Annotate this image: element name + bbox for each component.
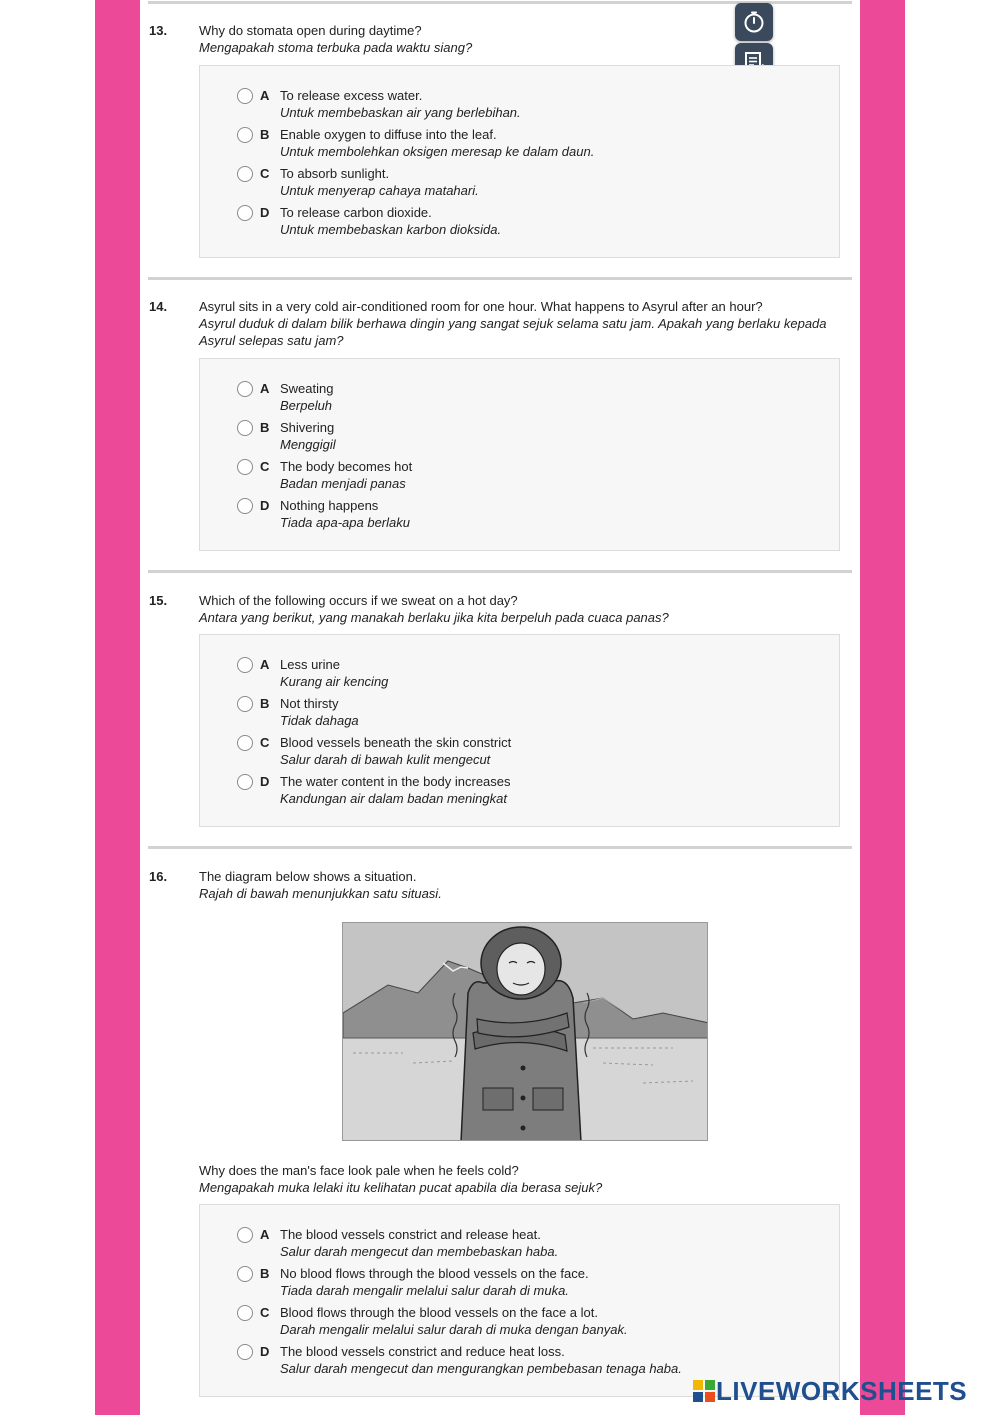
option-b[interactable] bbox=[237, 1265, 827, 1299]
option-text bbox=[280, 165, 479, 199]
option-d[interactable] bbox=[237, 204, 827, 238]
option-c[interactable] bbox=[237, 734, 827, 768]
option-a[interactable] bbox=[237, 1226, 827, 1260]
question-text-en: Which of the following occurs if we sweat on a hot day? bbox=[199, 593, 518, 608]
option-letter: D bbox=[260, 1344, 270, 1359]
question-text-ms: Rajah di bawah menunjukkan satu situasi. bbox=[199, 886, 442, 901]
radio-button[interactable] bbox=[237, 1305, 253, 1321]
option-letter: A bbox=[260, 381, 270, 396]
option-text-en: The water content in the body increases bbox=[280, 774, 511, 789]
option-text bbox=[280, 419, 336, 453]
liveworksheets-logo[interactable] bbox=[692, 1376, 967, 1406]
radio-button[interactable] bbox=[237, 696, 253, 712]
option-text-en: Shivering bbox=[280, 420, 335, 435]
option-text-ms: Darah mengalir melalui salur darah di muka dengan banyak. bbox=[280, 1322, 628, 1337]
option-text-en: To release excess water. bbox=[280, 88, 423, 103]
radio-button[interactable] bbox=[237, 88, 253, 104]
option-text-en: No blood flows through the blood vessels on the face. bbox=[280, 1266, 589, 1281]
option-a[interactable] bbox=[237, 87, 827, 121]
option-text-en: Nothing happens bbox=[280, 498, 379, 513]
radio-button[interactable] bbox=[237, 774, 253, 790]
option-a[interactable] bbox=[237, 380, 827, 414]
option-text bbox=[280, 1265, 589, 1299]
option-letter: B bbox=[260, 127, 270, 142]
divider bbox=[148, 277, 852, 280]
option-text-en: The blood vessels constrict and reduce heat loss. bbox=[280, 1344, 565, 1359]
option-text bbox=[280, 204, 501, 238]
option-letter: B bbox=[260, 696, 270, 711]
option-text-en: Blood flows through the blood vessels on the face a lot. bbox=[280, 1305, 598, 1320]
option-b[interactable] bbox=[237, 419, 827, 453]
option-text-ms: Salur darah mengecut dan mengurangkan pembebasan tenaga haba. bbox=[280, 1361, 682, 1376]
shivering-man-illustration bbox=[343, 923, 708, 1141]
option-text bbox=[280, 773, 511, 807]
radio-button[interactable] bbox=[237, 735, 253, 751]
sub-question-text-en: Why does the man's face look pale when he feels cold? bbox=[199, 1163, 519, 1178]
option-letter: D bbox=[260, 498, 270, 513]
option-letter: A bbox=[260, 1227, 270, 1242]
option-text bbox=[280, 87, 521, 121]
option-text bbox=[280, 458, 412, 492]
option-text-ms: Salur darah di bawah kulit mengecut bbox=[280, 752, 491, 767]
radio-button[interactable] bbox=[237, 1266, 253, 1282]
option-text-en: Sweating bbox=[280, 381, 334, 396]
option-c[interactable] bbox=[237, 165, 827, 199]
question-text-ms: Asyrul duduk di dalam bilik berhawa dingin yang sangat sejuk selama satu jam. Apakah yang berlaku kepada Asyrul selepas satu jam? bbox=[199, 316, 827, 348]
left-pink-border bbox=[95, 0, 140, 1415]
option-letter: C bbox=[260, 735, 270, 750]
radio-button[interactable] bbox=[237, 657, 253, 673]
option-b[interactable] bbox=[237, 126, 827, 160]
option-letter: A bbox=[260, 88, 270, 103]
option-text bbox=[280, 1304, 628, 1338]
option-a[interactable] bbox=[237, 656, 827, 690]
option-d[interactable] bbox=[237, 773, 827, 807]
option-text-ms: Kurang air kencing bbox=[280, 674, 389, 689]
option-letter: D bbox=[260, 774, 270, 789]
option-text-en: The body becomes hot bbox=[280, 459, 413, 474]
question-text-en: Asyrul sits in a very cold air-conditioned room for one hour. What happens to Asyrul after an hour? bbox=[199, 299, 763, 314]
option-c[interactable] bbox=[237, 1304, 827, 1338]
question-text-ms: Antara yang berikut, yang manakah berlaku jika kita berpeluh pada cuaca panas? bbox=[199, 610, 669, 625]
radio-button[interactable] bbox=[237, 166, 253, 182]
option-text bbox=[280, 734, 511, 768]
option-text-ms: Badan menjadi panas bbox=[280, 476, 406, 491]
option-d[interactable] bbox=[237, 497, 827, 531]
option-letter: C bbox=[260, 1305, 270, 1320]
radio-button[interactable] bbox=[237, 381, 253, 397]
option-text-ms: Tidak dahaga bbox=[280, 713, 359, 728]
option-letter: C bbox=[260, 459, 270, 474]
option-text-ms: Untuk membebaskan air yang berlebihan. bbox=[280, 105, 521, 120]
question-number: 15. bbox=[149, 593, 168, 608]
right-pink-border bbox=[860, 0, 905, 1415]
question-text-en: The diagram below shows a situation. bbox=[199, 869, 417, 884]
question-text bbox=[199, 298, 839, 349]
option-text-en: Enable oxygen to diffuse into the leaf. bbox=[280, 127, 497, 142]
radio-button[interactable] bbox=[237, 127, 253, 143]
option-text-ms: Untuk menyerap cahaya matahari. bbox=[280, 183, 479, 198]
option-text-ms: Salur darah mengecut dan membebaskan haba. bbox=[280, 1244, 559, 1259]
option-text-ms: Untuk membebaskan karbon dioksida. bbox=[280, 222, 502, 237]
question-number: 14. bbox=[149, 299, 168, 314]
option-letter: C bbox=[260, 166, 270, 181]
radio-button[interactable] bbox=[237, 1227, 253, 1243]
option-text-ms: Tiada darah mengalir melalui salur darah di muka. bbox=[280, 1283, 569, 1298]
question-number: 16. bbox=[149, 869, 168, 884]
option-text bbox=[280, 656, 388, 690]
option-letter: B bbox=[260, 1266, 270, 1281]
option-text-en: To absorb sunlight. bbox=[280, 166, 390, 181]
question-text-en: Why do stomata open during daytime? bbox=[199, 23, 422, 38]
cold-man-diagram bbox=[342, 922, 708, 1141]
liveworksheets-logo-icon bbox=[692, 1379, 716, 1403]
option-text-ms: Untuk membolehkan oksigen meresap ke dalam daun. bbox=[280, 144, 595, 159]
option-text bbox=[280, 1226, 558, 1260]
option-text bbox=[280, 380, 333, 414]
divider bbox=[148, 846, 852, 849]
option-text bbox=[280, 497, 410, 531]
option-letter: B bbox=[260, 420, 270, 435]
logo-text: LIVEWORKSHEETS bbox=[716, 1375, 968, 1406]
divider bbox=[148, 570, 852, 573]
radio-button[interactable] bbox=[237, 205, 253, 221]
option-text bbox=[280, 695, 359, 729]
option-text bbox=[280, 1343, 682, 1377]
option-text-en: Blood vessels beneath the skin constrict bbox=[280, 735, 512, 750]
option-text-ms: Menggigil bbox=[280, 437, 336, 452]
option-letter: A bbox=[260, 657, 270, 672]
question-number: 13. bbox=[149, 23, 168, 38]
option-d[interactable] bbox=[237, 1343, 827, 1377]
option-text-en: The blood vessels constrict and release heat. bbox=[280, 1227, 541, 1242]
radio-button[interactable] bbox=[237, 420, 253, 436]
option-text-en: Not thirsty bbox=[280, 696, 339, 711]
option-text-ms: Kandungan air dalam badan meningkat bbox=[280, 791, 507, 806]
option-b[interactable] bbox=[237, 695, 827, 729]
option-letter: D bbox=[260, 205, 270, 220]
question-text bbox=[199, 592, 839, 626]
question-text-ms: Mengapakah stoma terbuka pada waktu siang? bbox=[199, 40, 473, 55]
option-c[interactable] bbox=[237, 458, 827, 492]
option-text-en: To release carbon dioxide. bbox=[280, 205, 432, 220]
sub-question-text bbox=[199, 1162, 839, 1196]
radio-button[interactable] bbox=[237, 498, 253, 514]
radio-button[interactable] bbox=[237, 459, 253, 475]
option-text-en: Less urine bbox=[280, 657, 340, 672]
option-text-ms: Tiada apa-apa berlaku bbox=[280, 515, 410, 530]
option-text bbox=[280, 126, 594, 160]
sub-question-text-ms: Mengapakah muka lelaki itu kelihatan pucat apabila dia berasa sejuk? bbox=[199, 1180, 603, 1195]
radio-button[interactable] bbox=[237, 1344, 253, 1360]
option-text-ms: Berpeluh bbox=[280, 398, 333, 413]
question-text bbox=[199, 868, 839, 902]
question-text bbox=[199, 22, 839, 56]
